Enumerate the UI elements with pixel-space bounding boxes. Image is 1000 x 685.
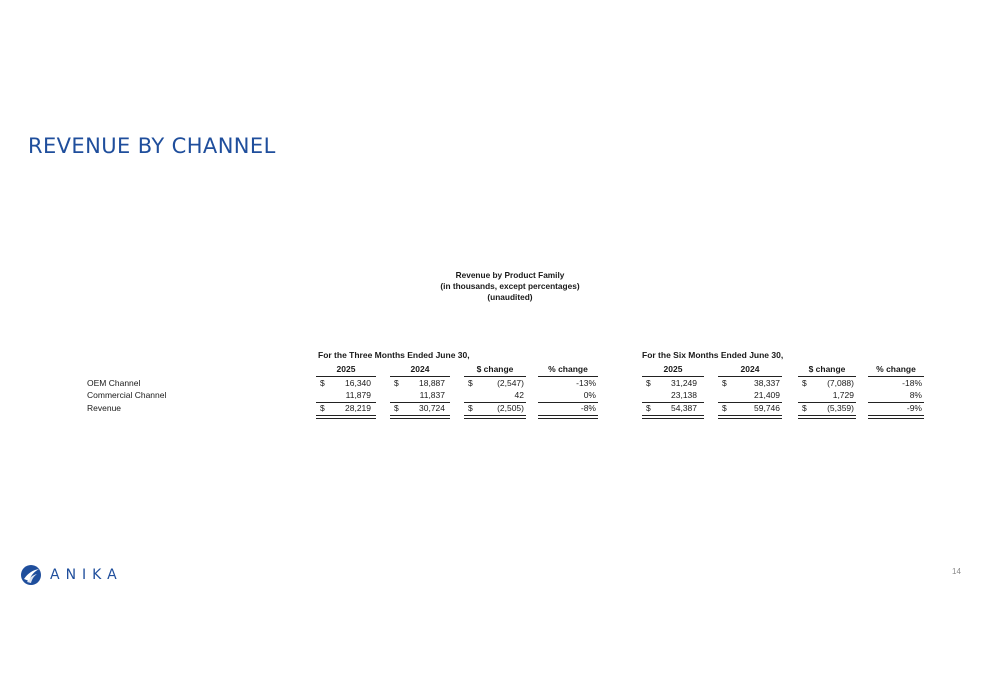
value-cell: 16,340 [345, 378, 371, 388]
column-header-rule [538, 376, 598, 377]
row-label-commercial-channel: Commercial Channel [87, 390, 167, 400]
total-double-rule [798, 415, 856, 419]
currency-symbol: $ [394, 378, 399, 388]
value-cell: -13% [576, 378, 596, 388]
column-header: 2025 [336, 364, 356, 374]
anika-logo [20, 564, 123, 586]
value-cell: 18,887 [419, 378, 445, 388]
table-heading-line: (unaudited) [487, 292, 533, 302]
column-header: 2024 [410, 364, 430, 374]
currency-symbol: $ [802, 378, 807, 388]
table-heading-line: Revenue by Product Family [455, 270, 565, 280]
subtotal-rule [868, 402, 924, 403]
column-header-rule [868, 376, 924, 377]
total-double-rule [390, 415, 450, 419]
value-cell: 59,746 [754, 403, 780, 413]
currency-symbol: $ [802, 403, 807, 413]
subtotal-rule [464, 402, 526, 403]
value-cell: 28,219 [345, 403, 371, 413]
column-header: $ change [476, 364, 514, 374]
column-header-rule [718, 376, 782, 377]
value-cell: (7,088) [827, 378, 854, 388]
column-header: 2024 [740, 364, 760, 374]
subtotal-rule [642, 402, 704, 403]
page-number: 14 [952, 567, 961, 576]
currency-symbol: $ [646, 378, 651, 388]
subtotal-rule [390, 402, 450, 403]
value-cell: 0% [583, 390, 596, 400]
total-double-rule [464, 415, 526, 419]
value-cell: 21,409 [754, 390, 780, 400]
value-cell: 38,337 [754, 378, 780, 388]
total-double-rule [538, 415, 598, 419]
total-double-rule [868, 415, 924, 419]
subtotal-rule [538, 402, 598, 403]
value-cell: 1,729 [832, 390, 854, 400]
currency-symbol: $ [468, 378, 473, 388]
column-header: $ change [808, 364, 846, 374]
value-cell: 23,138 [671, 390, 697, 400]
row-label-oem-channel: OEM Channel [87, 378, 141, 388]
currency-symbol: $ [394, 403, 399, 413]
column-header-rule [316, 376, 376, 377]
value-cell: (2,547) [497, 378, 524, 388]
value-cell: 31,249 [671, 378, 697, 388]
anika-swirl-icon [20, 564, 42, 586]
value-cell: 42 [514, 390, 524, 400]
subtotal-rule [718, 402, 782, 403]
six-months-period-label: For the Six Months Ended June 30, [642, 350, 784, 360]
value-cell: 54,387 [671, 403, 697, 413]
row-label-revenue: Revenue [87, 403, 122, 413]
currency-symbol: $ [320, 403, 325, 413]
subtotal-rule [798, 402, 856, 403]
value-cell: 8% [909, 390, 922, 400]
table-heading [400, 270, 620, 303]
column-header-rule [642, 376, 704, 377]
table-heading-line: (in thousands, except percentages) [440, 281, 580, 291]
value-cell: 11,879 [345, 390, 371, 400]
column-header-rule [390, 376, 450, 377]
value-cell: -9% [906, 403, 922, 413]
total-double-rule [316, 415, 376, 419]
currency-symbol: $ [722, 378, 727, 388]
currency-symbol: $ [468, 403, 473, 413]
total-double-rule [718, 415, 782, 419]
value-cell: 30,724 [419, 403, 445, 413]
column-header-rule [798, 376, 856, 377]
value-cell: -18% [902, 378, 922, 388]
currency-symbol: $ [646, 403, 651, 413]
value-cell: 11,837 [419, 390, 445, 400]
column-header: % change [876, 364, 916, 374]
subtotal-rule [316, 402, 376, 403]
currency-symbol: $ [722, 403, 727, 413]
value-cell: (2,505) [497, 403, 524, 413]
three-months-period-label: For the Three Months Ended June 30, [318, 350, 470, 360]
column-header: 2025 [663, 364, 683, 374]
logo-wordmark: ANIKA [50, 567, 123, 583]
value-cell: (5,359) [827, 403, 854, 413]
slide-title: REVENUE BY CHANNEL [28, 134, 276, 159]
column-header: % change [548, 364, 588, 374]
total-double-rule [642, 415, 704, 419]
currency-symbol: $ [320, 378, 325, 388]
value-cell: -8% [580, 403, 596, 413]
column-header-rule [464, 376, 526, 377]
